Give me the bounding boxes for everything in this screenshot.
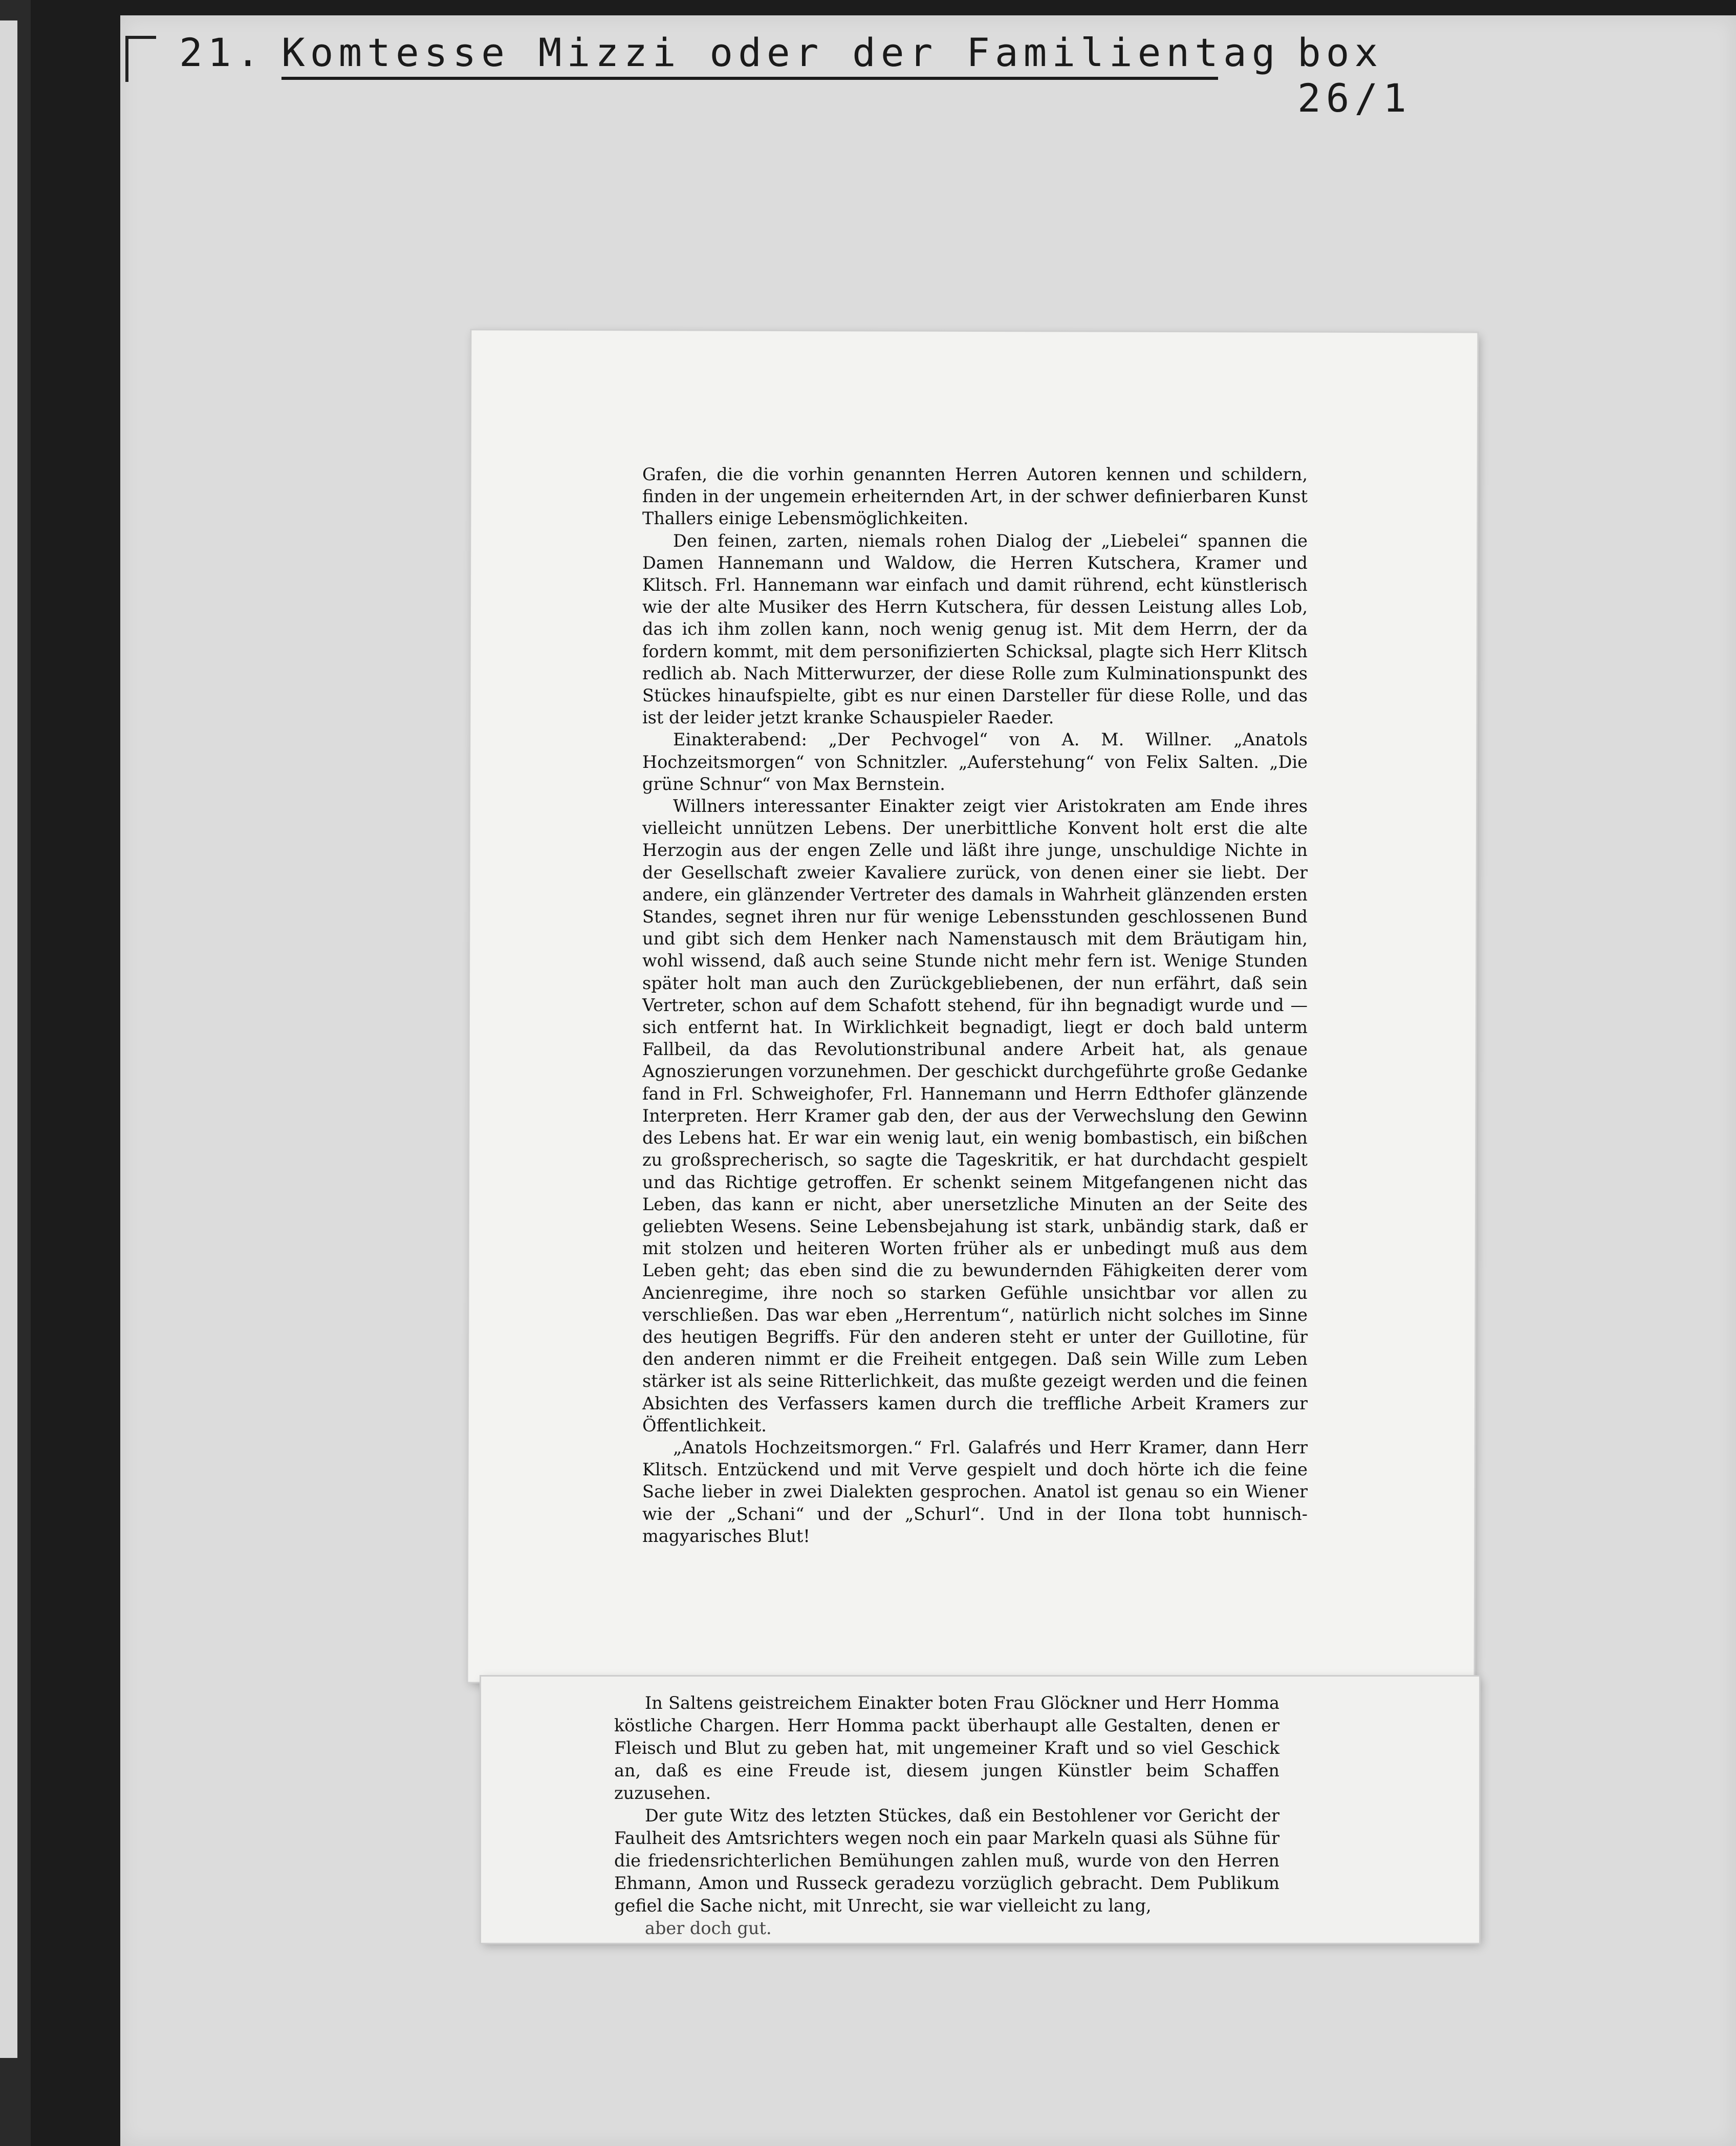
corner-mark-vertical: [125, 36, 128, 82]
article-paragraph: Willners interessanter Einakter zeigt vier Aristokraten am Ende ihres vielleicht unnützen Lebens. Der unerbittliche Konvent holt erst die alte Herzogin aus der engen Zelle und läßt ihre junge, unschuldige Nichte in der Gesellschaft zweier Kavaliere zurück, von denen einer sie liebt. Der andere, ein glänzender Vertreter des damals in Wahrheit glänzenden ersten Standes, segnet ihren nur für wenige Lebensstunden geschlossenen Bund und gibt sich dem Henker nach Namenstausch mit dem Bräutigam hin, wohl wissend, daß auch seine Stunde nicht mehr fern ist. Wenige Stunden später holt man auch den Zurückgebliebenen, der nun erfährt, daß sein Vertreter, schon auf dem Schafott stehend, für ihn begnadigt wurde und — sich entfernt hat. In Wirklichkeit begnadigt, liegt er doch bald unterm Fallbeil, da das Revolutionstribunal andere Arbeit hat, als genaue Agnoszierungen vorzunehmen. Der geschickt durchgeführte große Gedanke fand in Frl. Schweighofer, Frl. Hannemann und Herrn Edthofer glänzende Interpreten. Herr Kramer gab den, der aus der Verwechslung den Gewinn des Lebens hat. Er war ein wenig laut, ein wenig bombastisch, ein bißchen zu großsprecherisch, so sagte die Tageskritik, er hat durchdacht gespielt und das Richtige getroffen. Er schenkt seinem Mitgefangenen nicht das Leben, das kann er nicht, aber unersetzliche Minuten an der Seite des geliebten Wesens. Seine Lebensbejahung ist stark, unbändig stark, daß er mit stolzen und heiteren Worten früher als er unbedingt muß aus dem Leben geht; das eben sind die zu bewundernden Fähigkeiten derer vom Ancienregime, ihre noch so starken Gefühle unsichtbar vor allen zu verschließen. Das war eben „Herrentum“, natürlich nicht solches im Sinne des heutigen Begriffs. Für den anderen steht er unter der Guillotine, für den anderen nimmt er die Freiheit entgegen. Daß sein Wille zum Leben stärker ist als seine Ritterlichkeit, das mußte gezeigt werden und die feinen Absichten des Verfassers kamen durch die treffliche Arbeit Kramers zur Öffentlichkeit.: [642, 796, 1308, 1435]
article-paragraph-cut: aber doch gut.: [645, 1918, 772, 1938]
article-text-continued: [614, 1692, 1279, 1940]
article-paragraph: Den feinen, zarten, niemals rohen Dialog der „Liebelei“ spannen die Damen Hannemann und Waldow, die Herren Kutschera, Kramer und Klitsch. Frl. Hannemann war einfach und damit rührend, echt künstlerisch wie der alte Musiker des Herrn Kutschera, für dessen Leistung alles Lob, das ich ihm zollen kann, noch wenig genug ist. Mit dem Herrn, der da fordern kommt, mit dem personifizierten Schicksal, plagte sich Herr Klitsch redlich ab. Nach Mitterwurzer, der diese Rolle zum Kulminationspunkt des Stückes hinaufspielte, gibt es nur einen Darsteller für diese Rolle, und das ist der leider jetzt kranke Schauspieler Raeder.: [642, 530, 1308, 728]
card-header: [179, 25, 1510, 121]
article-text: [642, 463, 1308, 1547]
title-underline: [281, 77, 1218, 80]
article-paragraph: Grafen, die die vorhin genannten Herren Autoren kennen und schildern, finden in der ungemein erheiternden Art, in der schwer definierbaren Kunst Thallers einige Lebensmöglichkeiten.: [642, 464, 1308, 529]
corner-mark-horizontal: [125, 36, 156, 39]
article-paragraph: „Anatols Hochzeitsmorgen.“ Frl. Galafrés und Herr Kramer, dann Herr Klitsch. Entzückend und mit Verve gespielt und doch hörte ich die feine Sache lieber in zwei Dialekten gesprochen. Anatol ist genau so ein Wiener wie der „Schani“ und der „Schurl“. Und in der Ilona tobt hunnisch-magyarisches Blut!: [642, 1437, 1308, 1546]
article-paragraph: Der gute Witz des letzten Stückes, daß ein Bestohlener vor Gericht der Faulheit des Amtsrichters wegen noch ein paar Markeln quasi als Sühne für die friedensrichterlichen Bemühungen zahlen muß, wurde von den Herren Ehmann, Amon und Russeck geradezu vorzüglich gebracht. Dem Publikum gefiel die Sache nicht, mit Unrecht, sie war vielleicht zu lang,: [614, 1806, 1279, 1916]
article-paragraph: In Saltens geistreichem Einakter boten Frau Glöckner und Herr Homma köstliche Chargen. Herr Homma packt überhaupt alle Gestalten, denen er Fleisch und Blut zu geben hat, mit ungemeiner Kraft und so viel Geschick an, daß es eine Freude ist, diesem jungen Künstler beim Schaffen zuzusehen.: [614, 1693, 1279, 1803]
adjacent-page-strip: [0, 20, 17, 2058]
article-paragraph: Einakterabend: „Der Pechvogel“ von A. M. Willner. „Anatols Hochzeitsmorgen“ von Schnitzler. „Auferstehung“ von Felix Salten. „Die grüne Schnur“ von Max Bernstein.: [642, 729, 1308, 794]
card-title: Komtesse Mizzi oder der Familientag: [281, 30, 1281, 75]
item-number: 21.: [179, 30, 265, 75]
box-label: box 26/1: [1297, 30, 1412, 121]
